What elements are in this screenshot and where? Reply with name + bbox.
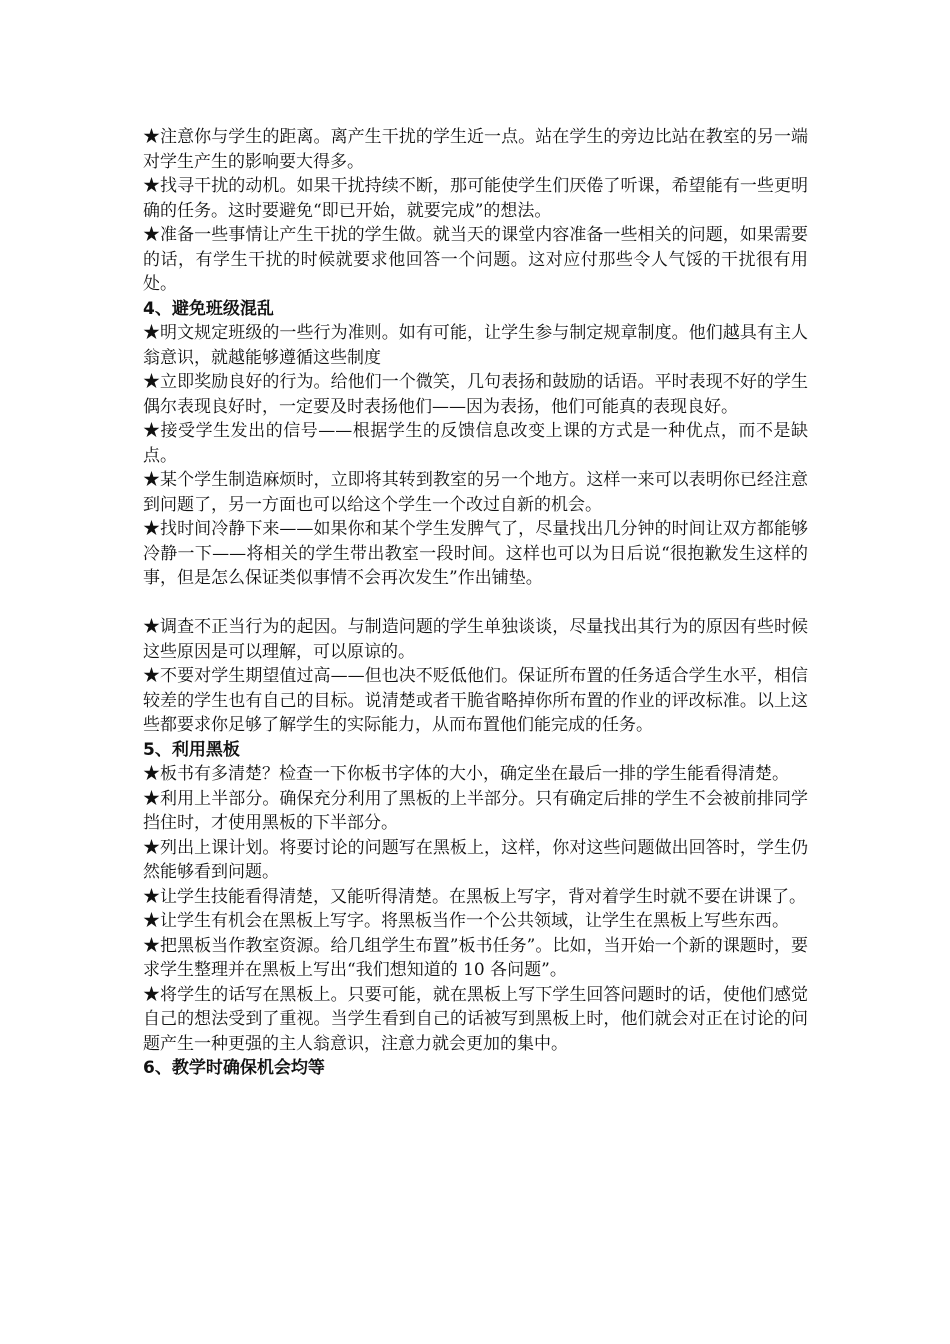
paragraph-signals: ★接受学生发出的信号——根据学生的反馈信息改变上课的方式是一种优点，而不是缺点。	[143, 421, 808, 466]
paragraph-relocate: ★某个学生制造麻烦时，立即将其转到教室的另一个地方。这样一来可以表明你已经注意到问题了，另一方面也可以给这个学生一个改过自新的机会。	[143, 470, 808, 515]
paragraph-board-clarity: ★板书有多清楚？检查一下你板书字体的大小，确定坐在最后一排的学生能看得清楚。	[143, 764, 789, 784]
paragraph-expectations: ★不要对学生期望值过高——但也决不贬低他们。保证所布置的任务适合学生水平，相信较差的学生也有自己的目标。说清楚或者干脆省略掉你所布置的作业的评改标准。以上这些都要求你足够了解学生的实际能力，从而布置他们能完成的任务。	[143, 666, 808, 735]
document-body	[143, 125, 808, 1081]
paragraph-calm-down: ★找时间冷静下来——如果你和某个学生发脾气了，尽量找出几分钟的时间让双方都能够冷静一下——将相关的学生带出教室一段时间。这样也可以为日后说“很抱歉发生这样的事，但是怎么保证类似事情不会再次发生”作出铺垫。	[143, 519, 808, 588]
paragraph-students-write: ★让学生有机会在黑板上写字。将黑板当作一个公共领域，让学生在黑板上写些东西。	[143, 911, 789, 931]
paragraph-board-resource: ★把黑板当作教室资源。给几组学生布置”板书任务”。比如，当开始一个新的课题时，要求学生整理并在黑板上写出“我们想知道的 10 各问题”。	[143, 935, 808, 980]
paragraph-lesson-plan: ★列出上课计划。将要讨论的问题写在黑板上，这样，你对这些问题做出回答时，学生仍然能够看到问题。	[143, 837, 808, 882]
paragraph-prepare-tasks: ★准备一些事情让产生干扰的学生做。就当天的课堂内容准备一些相关的问题，如果需要的话，有学生干扰的时候就要求他回答一个问题。这对应付那些令人气馁的干扰很有用处。	[143, 225, 808, 294]
paragraph-rules: ★明文规定班级的一些行为准则。如有可能，让学生参与制定规章制度。他们越具有主人翁意识，就越能够遵循这些制度	[143, 323, 808, 368]
section-heading-6: 6、教学时确保机会均等	[143, 1058, 325, 1078]
section-heading-5: 5、利用黑板	[143, 739, 240, 760]
paragraph-write-student-words: ★将学生的话写在黑板上。只要可能，就在黑板上写下学生回答问题时的话，使他们感觉自己的想法受到了重视。当学生看到自己的话被写到黑板上时，他们就会对正在讨论的问题产生一种更强的主人翁意识，注意力就会更加的集中。	[143, 984, 808, 1054]
paragraph-motive: ★找寻干扰的动机。如果干扰持续不断，那可能使学生们厌倦了听课，希望能有一些更明确的任务。这时要避免“即已开始，就要完成”的想法。	[143, 176, 808, 221]
blank-line	[143, 591, 808, 616]
section-heading-4: 4、避免班级混乱	[143, 298, 274, 319]
paragraph-distance: ★注意你与学生的距离。离产生干扰的学生近一点。站在学生的旁边比站在教室的另一端对学生产生的影响要大得多。	[143, 127, 808, 172]
paragraph-reward: ★立即奖励良好的行为。给他们一个微笑，几句表扬和鼓励的话语。平时表现不好的学生偶尔表现良好时，一定要及时表扬他们——因为表扬，他们可能真的表现良好。	[143, 372, 808, 417]
paragraph-investigate: ★调查不正当行为的起因。与制造问题的学生单独谈谈，尽量找出其行为的原因有些时候这些原因是可以理解，可以原谅的。	[143, 617, 808, 662]
paragraph-upper-half: ★利用上半部分。确保充分利用了黑板的上半部分。只有确定后排的学生不会被前排同学挡住时，才使用黑板的下半部分。	[143, 788, 808, 833]
paragraph-see-and-hear: ★让学生技能看得清楚，又能听得清楚。在黑板上写字，背对着学生时就不要在讲课了。	[143, 886, 806, 907]
